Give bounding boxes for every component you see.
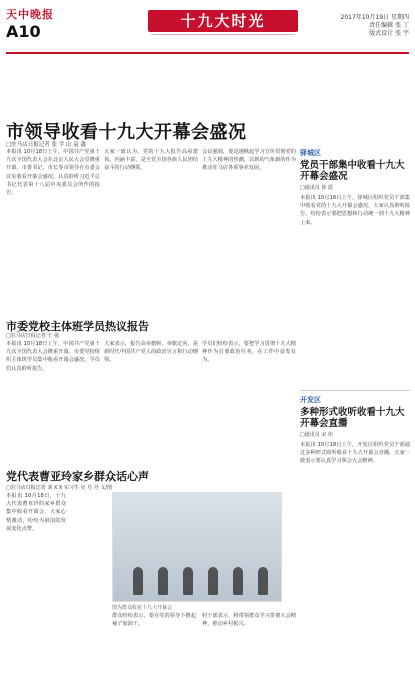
photo-person bbox=[183, 567, 193, 595]
designer-line: 版式设计 张 宇 bbox=[369, 30, 409, 37]
editor-line: 责任编辑 张 丁 bbox=[369, 22, 409, 29]
section-banner-title: 十九大时光 bbox=[180, 12, 266, 30]
masthead bbox=[6, 6, 409, 50]
header-rule bbox=[6, 52, 409, 54]
rail-section-tag: 驿城区 bbox=[300, 149, 321, 157]
rail-body-2: 本报讯 10月18日上午，开发区组织党员干部通过多种形式收听收看十九大开幕会直播，大家一致表示要认真学习领会大会精神。 bbox=[300, 442, 410, 465]
rail-section-tag-2: 开发区 bbox=[300, 396, 321, 404]
second-column-3: 学员们纷纷表示，要把学习贯彻十九大精神作为首要政治任务，在工作中奋发有为。 bbox=[202, 341, 296, 364]
lead-column-2: 大家一致认为，党的十九大报告高屋建瓴、内涵丰富，是全党全国各族人民团结奋斗的行动纲领。 bbox=[104, 149, 198, 172]
rail-byline: □通讯员 徐 霞 bbox=[300, 185, 333, 191]
page-meta bbox=[341, 14, 409, 38]
news-photo bbox=[112, 492, 282, 602]
photo-person bbox=[233, 567, 243, 595]
third-column-3: 村干部表示，将带领群众学习贯彻大会精神，推动乡村振兴。 bbox=[202, 613, 296, 628]
page-number: A10 bbox=[6, 22, 41, 41]
photo-person bbox=[158, 567, 168, 595]
lead-column-3: 会议强调，要迅速掀起学习宣传贯彻党的十九大精神的热潮，以新的气象新的作为推动驻马店各项事业发展。 bbox=[202, 149, 296, 172]
rail-divider bbox=[300, 390, 410, 391]
rail-headline: 党员干部集中收看十九大开幕会盛况 bbox=[300, 160, 405, 182]
rail-headline-2: 多种形式收听收看十九大开幕会直播 bbox=[300, 407, 405, 429]
photo-caption: 图为群众收看十九大开幕会 bbox=[112, 605, 173, 611]
date-line: 2017年10月19日 星期四 bbox=[340, 14, 409, 21]
photo-person bbox=[258, 567, 268, 595]
lead-headline: 市领导收看十九大开幕会盛况 bbox=[6, 122, 247, 143]
third-column-2: 群众纷纷表示，要在党的领导下撸起袖子加油干。 bbox=[112, 613, 196, 628]
brand-logo: 天中晚报 bbox=[6, 8, 54, 21]
banner-decoration bbox=[151, 34, 295, 40]
second-headline: 市委党校主体班学员热议报告 bbox=[6, 320, 149, 333]
rail-byline-2: □通讯员 宋 伟 bbox=[300, 432, 333, 438]
second-byline: □驻马店日报记者 王 强 bbox=[6, 333, 59, 339]
lead-column-1: 本报讯 10月18日上午，中国共产党第十九次全国代表大会在北京人民大会堂隆重开幕。市委书记、市长等市领导在市委会议室收看开幕会盛况，认真聆听习近平总书记代表第十八届中央委员会所作的报告。 bbox=[6, 149, 100, 197]
second-column-1: 本报讯 10月18日上午，中国共产党第十九次全国代表大会隆重开幕。市委党校组织主体班学员集中收看开幕会盛况，学员们认真聆听报告。 bbox=[6, 341, 100, 372]
third-byline: □驻马店日报记者 刘 X X 实习生 吴 丹 丹 文/图 bbox=[6, 485, 112, 491]
lead-byline: □驻马店日报记者 张 学 山 袁 鑫 bbox=[6, 142, 86, 148]
second-column-2: 大家表示，报告高举旗帜、举旗定向，是新时代中国共产党人的政治宣言和行动纲领。 bbox=[104, 341, 198, 364]
right-rail bbox=[300, 148, 410, 648]
rail-body: 本报讯 10月18日上午，驿城区组织党员干部集中收看党的十九大开幕会盛况，大家认真聆听报告，纷纷表示要把思想和行动统一到十九大精神上来。 bbox=[300, 195, 410, 226]
photo-person bbox=[208, 567, 218, 595]
third-column-1: 本报讯 10月18日，十九大代表曹亚玲的家乡群众集中收看开幕会，大家心情激动，纷纷为祖国的发展变化点赞。 bbox=[6, 493, 66, 532]
third-headline: 党代表曹亚玲家乡群众话心声 bbox=[6, 470, 149, 483]
section-banner bbox=[148, 10, 298, 32]
photo-person bbox=[133, 567, 143, 595]
